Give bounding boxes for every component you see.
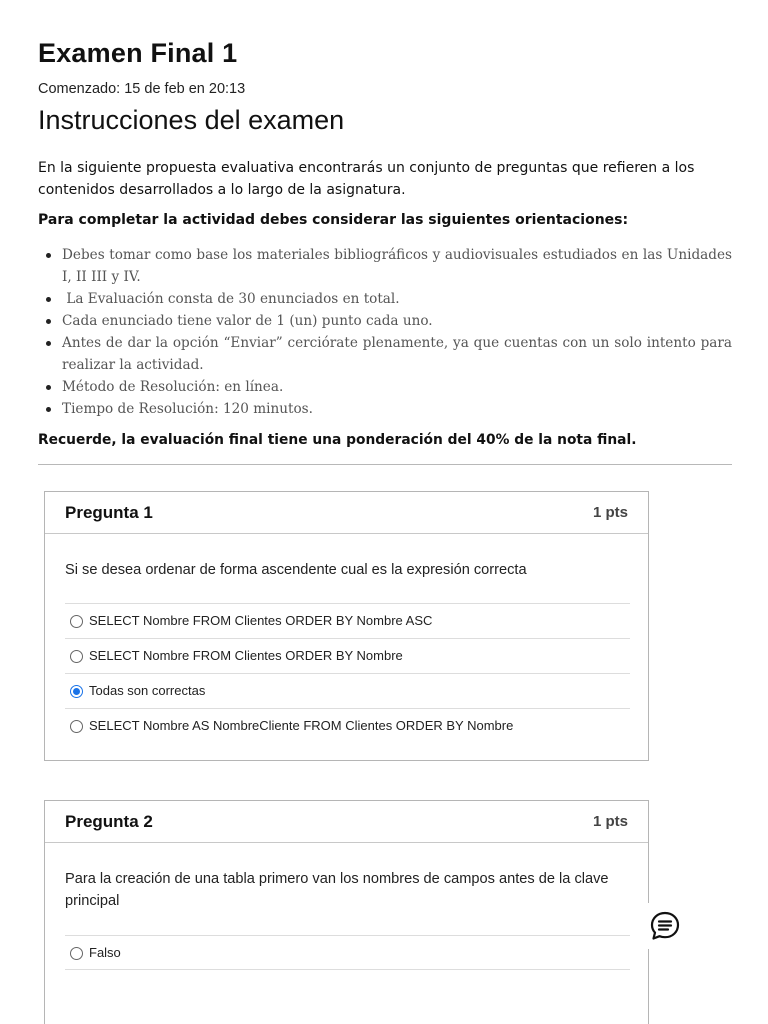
chat-button[interactable] [640,903,690,949]
orientation-item: Tiempo de Resolución: 120 minutos. [38,398,732,420]
bullet-icon [46,341,51,346]
radio-button[interactable] [70,615,83,628]
orientation-item: Método de Resolución: en línea. [38,376,732,398]
bullet-icon [46,385,51,390]
question-points: 1 pts [592,504,628,521]
started-timestamp: Comenzado: 15 de feb en 20:13 [38,81,246,97]
question-text: Para la creación de una tabla primero van los nombres de campos antes de la clave principal [65,871,609,909]
orientation-heading: Para completar la actividad debes considerar las siguientes orientaciones: [38,212,629,228]
answer-options [65,935,630,970]
answer-label[interactable]: SELECT Nombre FROM Clientes ORDER BY Nombre ASC [89,613,433,628]
answer-label[interactable]: SELECT Nombre AS NombreCliente FROM Clientes ORDER BY Nombre [89,718,514,733]
question-points: 1 pts [592,813,628,830]
answer-option[interactable] [65,603,630,638]
orientation-item: Antes de dar la opción “Enviar” cerciórate plenamente, ya que cuentas con un solo intento para realizar la actividad. [38,332,732,376]
orientation-item: Debes tomar como base los materiales bibliográficos y audiovisuales estudiados en las Unidades I, II III y IV. [38,244,732,288]
answer-option[interactable] [65,935,630,970]
section-divider [38,464,732,465]
question-card-2 [44,800,649,1024]
answer-options [65,603,630,743]
radio-button[interactable] [70,650,83,663]
answer-option[interactable] [65,638,630,673]
instructions-intro: En la siguiente propuesta evaluativa encontrarás un conjunto de preguntas que refieren a los contenidos desarrollados a lo largo de la asignatura. [38,160,695,198]
bullet-icon [46,253,51,258]
question-text: Si se desea ordenar de forma ascendente cual es la expresión correcta [65,562,527,578]
chat-bubble-icon [649,910,681,942]
question-header [45,492,648,534]
bullet-icon [46,407,51,412]
answer-label[interactable]: Falso [89,945,121,960]
answer-option[interactable] [65,708,630,743]
orientation-item: Cada enunciado tiene valor de 1 (un) punto cada uno. [38,310,732,332]
answer-label[interactable]: SELECT Nombre FROM Clientes ORDER BY Nombre [89,648,403,663]
bullet-icon [46,319,51,324]
bullet-icon [46,297,51,302]
radio-button-selected[interactable] [70,685,83,698]
radio-button[interactable] [70,947,83,960]
question-title: Pregunta 2 [65,812,153,831]
answer-label[interactable]: Todas son correctas [89,683,206,698]
radio-button[interactable] [70,720,83,733]
question-card-1 [44,491,649,761]
page-title: Examen Final 1 [38,38,238,68]
question-title: Pregunta 1 [65,503,153,522]
answer-option-selected[interactable] [65,673,630,708]
question-header [45,801,648,843]
weighting-reminder: Recuerde, la evaluación final tiene una ponderación del 40% de la nota final. [38,432,637,448]
orientation-list [38,244,732,420]
instructions-heading: Instrucciones del examen [38,105,345,135]
orientation-item: La Evaluación consta de 30 enunciados en total. [38,288,732,310]
